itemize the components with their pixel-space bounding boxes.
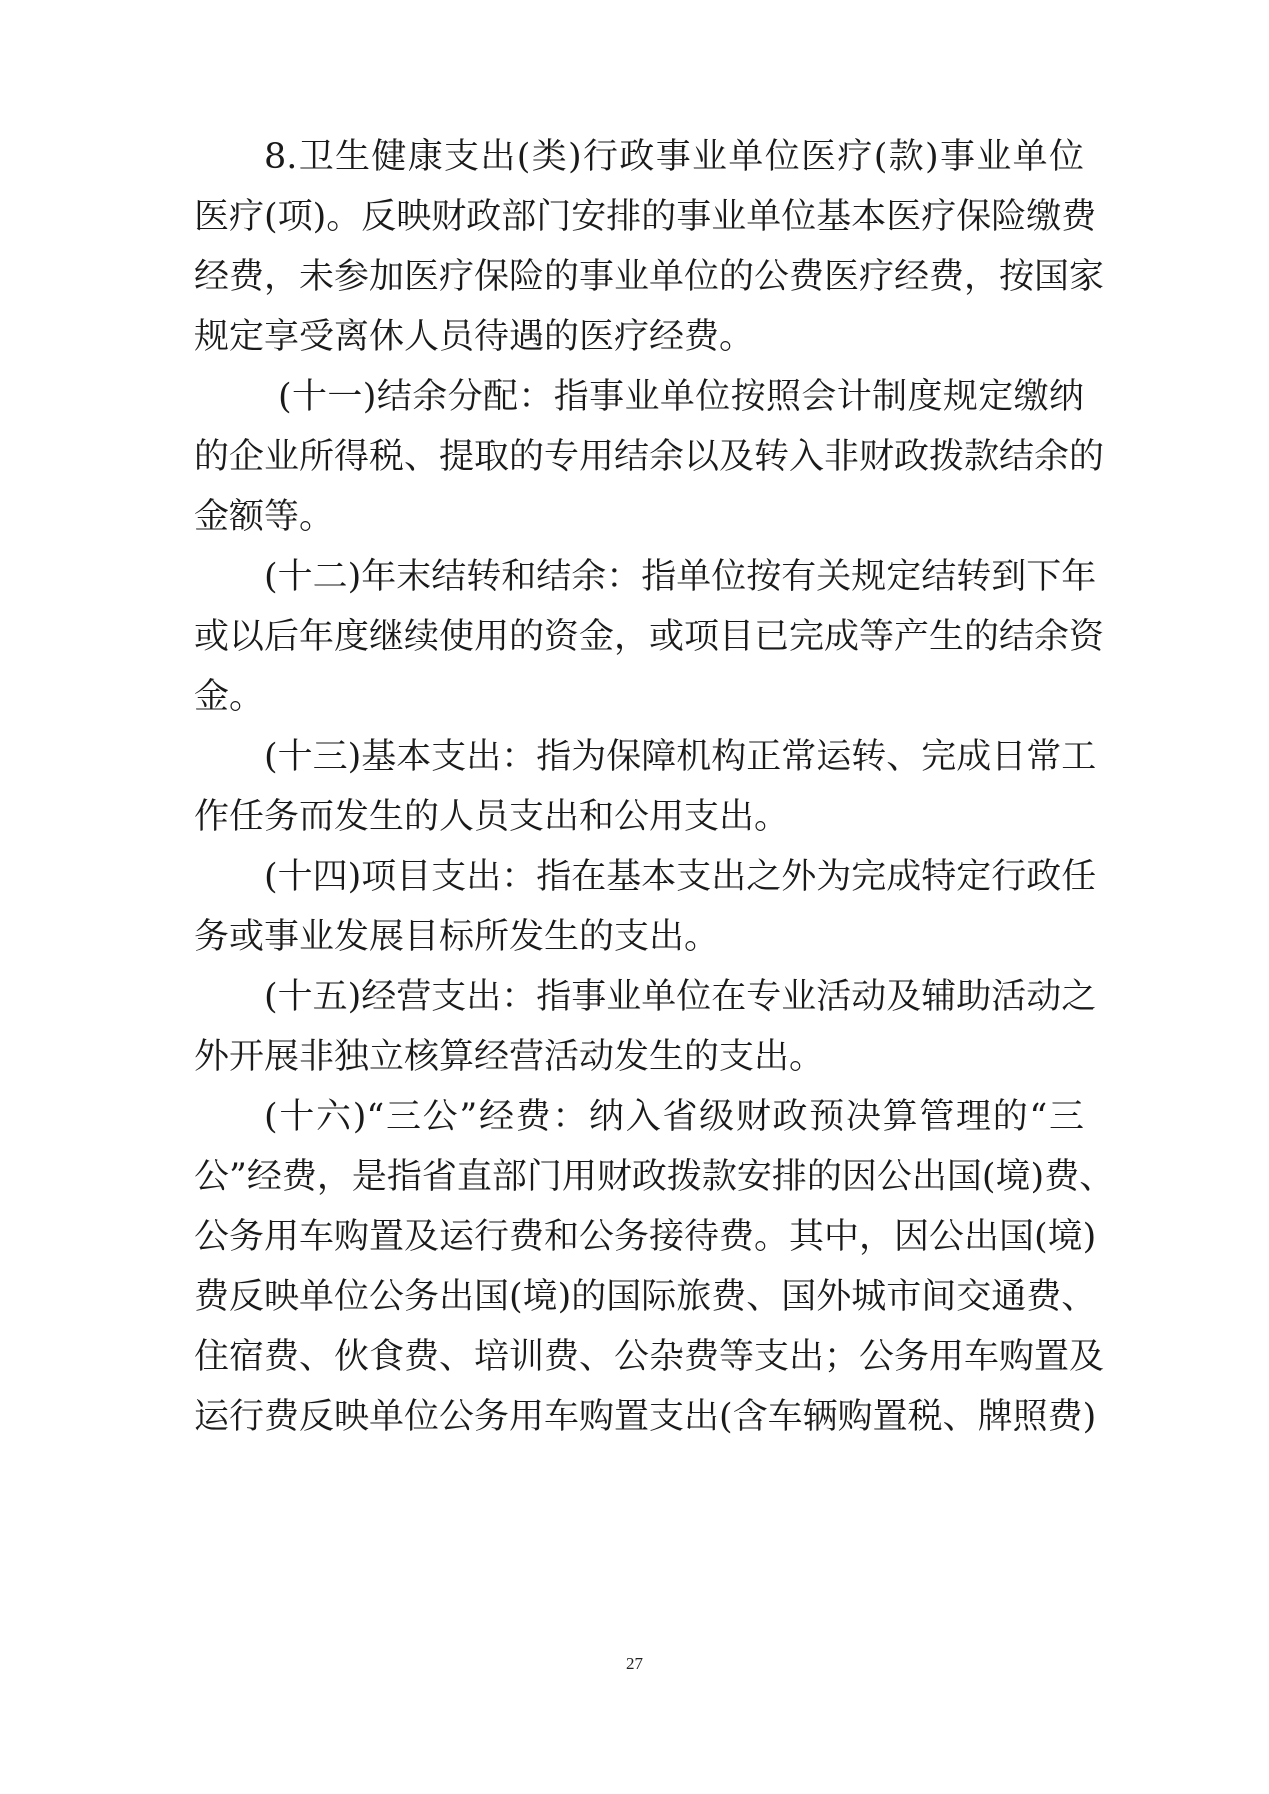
paragraph-line: 运行费反映单位公务用车购置支出(含车辆购置税、牌照费) (194, 1397, 1097, 1437)
paragraph-line: 的企业所得税、提取的专用结余以及转入非财政拨款结余的 (194, 437, 1105, 477)
paragraph-line: (十五)经营支出：指事业单位在专业活动及辅助活动之 (264, 977, 1097, 1017)
paragraph-line: (十四)项目支出：指在基本支出之外为完成特定行政任 (264, 857, 1097, 897)
paragraph-line: 规定享受离休人员待遇的医疗经费。 (194, 317, 755, 357)
paragraph-line: 金。 (194, 677, 265, 717)
paragraph-line: 费反映单位公务出国(境)的国际旅费、国外城市间交通费、 (194, 1277, 1097, 1317)
paragraph-line: (十二)年末结转和结余：指单位按有关规定结转到下年 (264, 557, 1097, 597)
page-number: 27 (626, 1654, 643, 1673)
paragraph-line: 作任务而发生的人员支出和公用支出。 (194, 797, 790, 837)
paragraph-line: (十六)“三公”经费：纳入省级财政预决算管理的“三 (264, 1097, 1084, 1137)
paragraph-line: 金额等。 (194, 497, 335, 537)
paragraph-line: 公”经费，是指省直部门用财政拨款安排的因公出国(境)费、 (194, 1157, 1115, 1197)
paragraph-line: 或以后年度继续使用的资金，或项目已完成等产生的结余资 (194, 617, 1105, 657)
paragraph-line: 经费，未参加医疗保险的事业单位的公费医疗经费，按国家 (194, 257, 1105, 297)
paragraph-line: 8.卫生健康支出(类)行政事业单位医疗(款)事业单位 (264, 137, 1084, 177)
paragraph-line: (十三)基本支出：指为保障机构正常运转、完成日常工 (264, 737, 1097, 777)
paragraph-line: (十一)结余分配：指事业单位按照会计制度规定缴纳 (278, 377, 1084, 417)
paragraph-line: 住宿费、伙食费、培训费、公杂费等支出；公务用车购置及 (194, 1337, 1105, 1377)
paragraph-line: 外开展非独立核算经营活动发生的支出。 (194, 1037, 825, 1077)
paragraph-line: 务或事业发展目标所发生的支出。 (194, 917, 720, 957)
paragraph-line: 医疗(项)。反映财政部门安排的事业单位基本医疗保险缴费 (194, 197, 1097, 237)
paragraph-line: 公务用车购置及运行费和公务接待费。其中，因公出国(境) (194, 1217, 1097, 1257)
